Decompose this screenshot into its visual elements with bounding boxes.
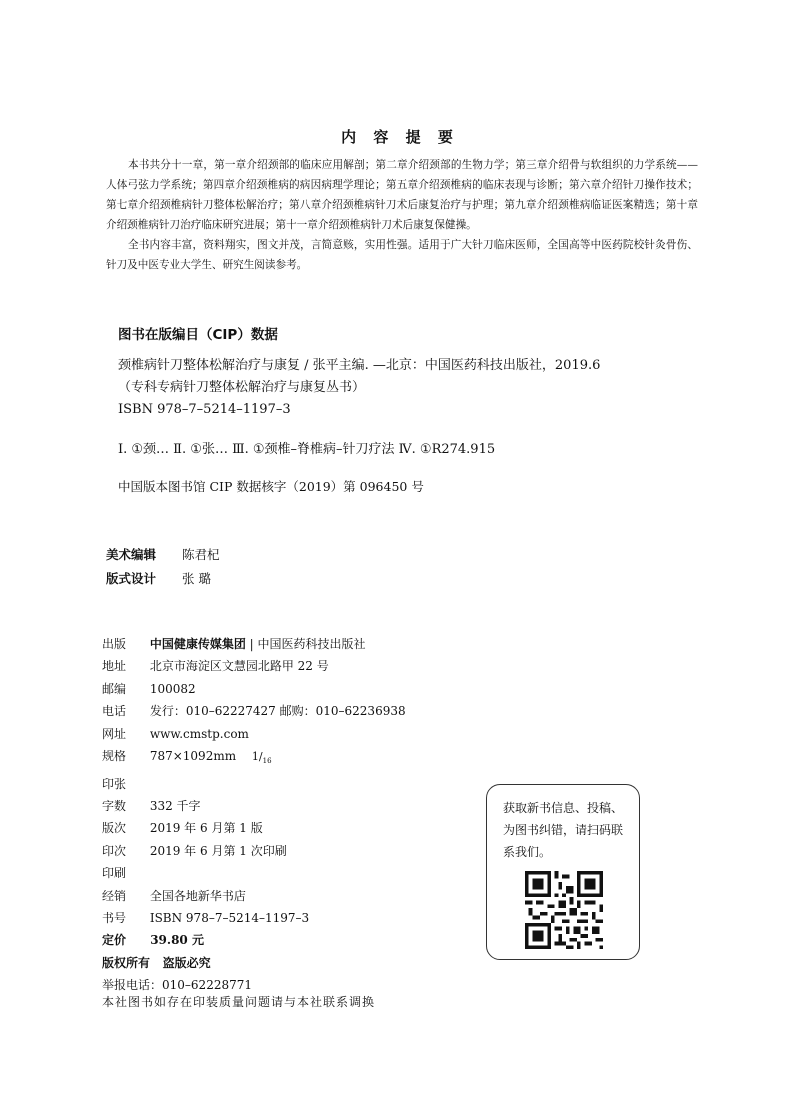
copyright-label: 版权所有: [102, 955, 151, 970]
address-label: 地址: [102, 659, 127, 674]
edition-row: [102, 817, 406, 839]
book-number-label: 书号: [102, 911, 127, 926]
publisher-label: 出版: [102, 637, 127, 651]
summary-paragraph-2: 全书内容丰富，资料翔实，图文并茂，言简意赅，实用性强。适用于广大针刀临床医师，全国高等中医药院校针灸骨伤、针刀及中医专业大学生、研究生阅读参考。: [106, 239, 698, 271]
book-number-value: ISBN 978–7–5214–1197–3: [149, 911, 310, 926]
spec-label: 规格: [102, 749, 127, 764]
editors-section: [106, 543, 220, 591]
website-row: [102, 723, 406, 745]
address-row: [102, 655, 406, 677]
report-phone-label: 举报电话：: [102, 978, 163, 993]
quality-notice: 本社图书如存在印装质量问题请与本社联系调换: [102, 995, 376, 1009]
phone-row: [102, 700, 406, 722]
cip-record: [118, 355, 600, 421]
cip-line-series: （专科专病针刀整体松解治疗与康复丛书）: [118, 380, 366, 395]
art-editor-value: 陈君杞: [181, 547, 220, 562]
qr-code-icon: [525, 871, 603, 949]
cip-data-number: 中国版本图书馆 CIP 数据核字（2019）第 096450 号: [118, 479, 424, 494]
postcode-row: [102, 678, 406, 700]
qr-info-text: 获取新书信息、投稿、为图书纠错，请扫码联系我们。: [503, 801, 624, 859]
publisher-separator: |: [249, 637, 254, 651]
spec-fraction-numerator: 1: [251, 750, 259, 764]
layout-designer-label: 版式设计: [106, 571, 157, 586]
copyright-value: 盗版必究: [162, 955, 211, 970]
word-count-value: 332 千字: [149, 799, 201, 814]
book-number-row: [102, 907, 406, 929]
layout-designer-row: [106, 567, 220, 591]
postcode-label: 邮编: [102, 681, 127, 696]
publisher-name: 中国医药科技出版社: [257, 637, 366, 651]
summary-paragraph-1: 本书共分十一章，第一章介绍颈部的临床应用解剖；第二章介绍颈部的生物力学；第三章介绍骨与软组织的力学系统——人体弓弦力学系统；第四章介绍颈椎病的病因病理学理论；第五章介绍颈椎病的临床表现与诊断；第六章介绍针刀操作技术；第七章介绍颈椎病针刀整体松解治疗；第八章介绍颈椎病针刀术后康复治疗与护理；第九章介绍颈椎病临证医案精选；第十章介绍颈椎病针刀治疗临床研究进展；第十一章介绍颈椎病针刀术后康复保健操。: [106, 159, 698, 231]
address-value: 北京市海淀区文慧园北路甲 22 号: [149, 659, 329, 674]
website-value: www.cmstp.com: [149, 726, 249, 741]
printing-value: 2019 年 6 月第 1 次印刷: [149, 843, 287, 858]
copyright-row: [102, 952, 406, 974]
word-count-row: [102, 795, 406, 817]
art-editor-label: 美术编辑: [106, 547, 157, 562]
spec-fraction: $1/_{16}$: [251, 750, 272, 766]
publisher-row: [102, 633, 406, 655]
cip-heading: 图书在版编目（CIP）数据: [118, 327, 278, 343]
distributor-row: [102, 885, 406, 907]
postcode-value: 100082: [149, 681, 196, 696]
phone-label: 电话: [102, 704, 127, 719]
qr-info-box: [486, 784, 640, 960]
layout-designer-value: 张 璐: [181, 571, 211, 586]
edition-label: 版次: [102, 821, 127, 836]
price-value: 39.80 元: [150, 933, 204, 948]
cip-classification: Ⅰ. ①颈… Ⅱ. ①张… Ⅲ. ①颈椎–脊椎病–针刀疗法 Ⅳ. ①R274.915: [118, 442, 496, 457]
report-phone-value: 010–62228771: [162, 978, 252, 993]
sheets-row: [102, 773, 406, 795]
printing-row: [102, 840, 406, 862]
price-label: 定价: [102, 933, 127, 948]
distributor-label: 经销: [102, 888, 127, 903]
edition-value: 2019 年 6 月第 1 版: [149, 821, 263, 836]
website-label: 网址: [102, 726, 127, 741]
sheets-label: 印张: [102, 776, 127, 791]
summary-section: [106, 155, 698, 275]
publisher-group: 中国健康传媒集团: [149, 637, 246, 651]
spec-row: [102, 745, 406, 773]
price-row: [102, 929, 406, 951]
printing-label: 印次: [102, 843, 127, 858]
publication-info: [102, 633, 406, 997]
distributor-value: 全国各地新华书店: [149, 888, 246, 903]
cip-line-isbn: ISBN 978–7–5214–1197–3: [118, 402, 291, 417]
printer-row: [102, 862, 406, 884]
word-count-label: 字数: [102, 799, 127, 814]
spec-fraction-denominator: 16: [262, 757, 272, 766]
art-editor-row: [106, 543, 220, 567]
spec-value: 787×1092mm: [149, 749, 237, 764]
summary-title: 内 容 提 要: [341, 128, 459, 146]
phone-value: 发行：010–62227427 邮购：010–62236938: [149, 704, 406, 719]
cip-line-title: 颈椎病针刀整体松解治疗与康复 / 张平主编. —北京：中国医药科技出版社，2019.6: [118, 358, 601, 373]
printer-label: 印刷: [102, 866, 127, 881]
